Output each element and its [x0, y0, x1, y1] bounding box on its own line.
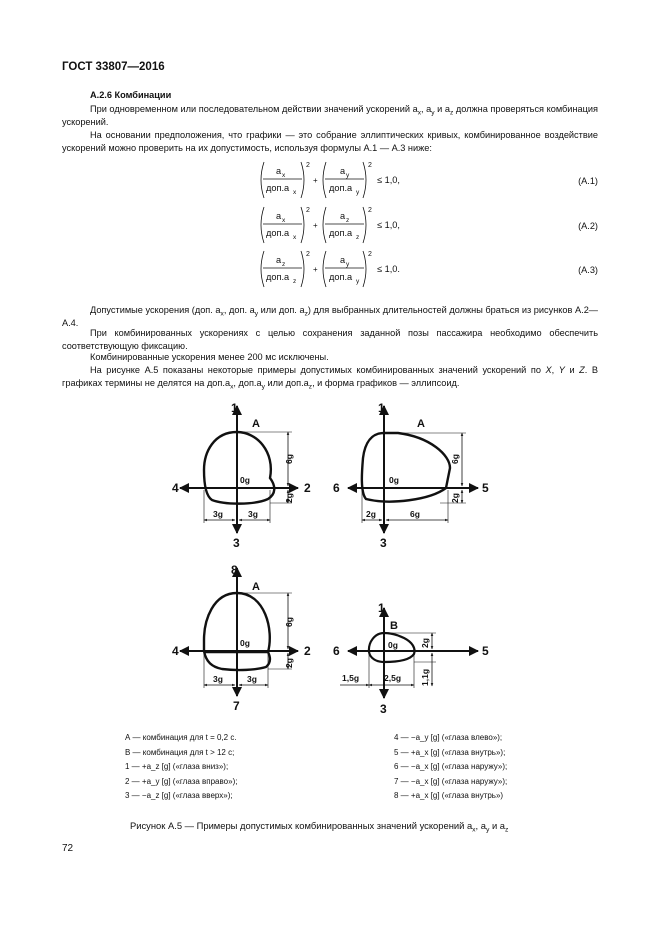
diagram-3-corner-label: A [252, 581, 260, 593]
legend-item: 7 — −a_x [g] («глаза наружу»); [394, 776, 508, 786]
formula-a2-label: (А.2) [578, 221, 598, 231]
diagram-1-axis-left-label: 4 [172, 481, 179, 495]
paragraph-elliptic-assumption: На основании предположения, что графики — это собрание эллиптических кривых, комбинированное воздействие ускорений можно проверить на их допустимость, используя формулы А.1 — А.3 ниже: [62, 130, 598, 153]
diagram-4-down-dimension: 1,1g [420, 668, 430, 686]
figure-caption: Рисунок А.5 — Примеры допустимых комбинированных значений ускорений $a_x$, $a_y$ и $a_z$ [130, 820, 509, 834]
svg-text:≤ 1,0,: ≤ 1,0, [377, 220, 400, 230]
svg-text:y: y [356, 189, 360, 196]
svg-text:доп.a: доп.a [266, 183, 290, 193]
svg-text:y: y [346, 172, 350, 179]
svg-text:a: a [340, 255, 346, 265]
diagram-3-center-label: 0g [240, 638, 250, 648]
svg-text:доп.a: доп.a [266, 228, 290, 238]
svg-text:2: 2 [368, 251, 372, 258]
legend-item: А — комбинация для t = 0,2 с. [125, 733, 237, 742]
figure-legend-left [125, 731, 237, 804]
paragraph-combination-intro: При одновременном или последовательном действии значений ускорений $a_x$, $a_y$ и $a_z$ должна проверяться комбинация ускорений. [62, 104, 598, 127]
formula-a3-label: (А.3) [578, 265, 598, 275]
svg-text:доп.a: доп.a [266, 272, 290, 282]
diagram-2-corner-label: A [417, 418, 425, 430]
svg-text:2: 2 [368, 207, 372, 214]
diagram-4-axis-left-label: 6 [333, 644, 340, 658]
svg-text:z: z [346, 217, 350, 224]
diagram-2-right-dimension: 6g [410, 509, 420, 519]
svg-text:доп.a: доп.a [329, 228, 353, 238]
svg-text:y: y [346, 261, 350, 268]
diagram-1-right-dimension: 3g [248, 509, 258, 519]
paragraph-permissible-accelerations: Допустимые ускорения (доп. $a_x$, доп. $a_y$ или доп. $a_z$) для выбранных длительностей должны браться из рисунков А.2—А.4. [62, 305, 598, 328]
paragraph-excluded: Комбинированные ускорения менее 200 мс исключены. [90, 352, 329, 362]
svg-text:x: x [293, 234, 297, 241]
diagram-3-axis-bottom-label: 7 [233, 699, 240, 713]
diagram-2-axis-bottom-label: 3 [380, 536, 387, 550]
svg-text:2: 2 [306, 162, 310, 169]
formula-a2 [0, 203, 661, 247]
diagram-2-envelope [362, 433, 450, 502]
svg-text:x: x [293, 189, 297, 196]
diagram-3-right-dimension: 3g [247, 674, 257, 684]
svg-text:2: 2 [306, 207, 310, 214]
diagram-3 [172, 563, 311, 713]
diagram-4-axis-right-label: 5 [482, 644, 489, 658]
diagram-4 [333, 601, 489, 716]
legend-item: 3 — −a_z [g] («глаза вверх»); [125, 791, 233, 801]
legend-item: 1 — +a_z [g] («глаза вниз»); [125, 762, 229, 772]
diagram-2-axis-top-label: 1 [378, 401, 385, 415]
diagram-1-axis-right-label: 2 [304, 481, 311, 495]
diagram-2-axis-left-label: 6 [333, 481, 340, 495]
section-title: А.2.6 Комбинации [90, 90, 172, 100]
formula-a1-label: (А.1) [578, 176, 598, 186]
legend-item: 5 — +a_x [g] («глаза внутрь»); [394, 747, 506, 757]
legend-item: 6 — −a_x [g] («глаза наружу»); [394, 762, 508, 772]
figure-legend-right [394, 731, 507, 804]
diagram-4-axis-bottom-label: 3 [380, 702, 387, 716]
svg-text:2: 2 [306, 251, 310, 258]
diagram-4-center-label: 0g [388, 640, 398, 650]
diagram-3-down-dimension: 2g [284, 658, 294, 668]
svg-text:x: x [282, 172, 286, 179]
diagram-3-up-dimension: 6g [284, 617, 294, 627]
diagram-2-down-dimension: 2g [450, 493, 460, 503]
diagram-2-axis-right-label: 5 [482, 481, 489, 495]
legend-item: 2 — +a_y [g] («глаза вправо»); [125, 776, 238, 786]
diagram-1 [172, 401, 311, 550]
svg-text:z: z [293, 278, 297, 285]
diagram-3-axis-left-label: 4 [172, 644, 179, 658]
svg-text:a: a [276, 255, 282, 265]
figure-a5-diagrams [0, 390, 661, 720]
svg-text:a: a [340, 211, 346, 221]
diagram-3-axis-top-label: 8 [231, 563, 238, 577]
page-number: 72 [62, 843, 74, 854]
diagram-1-left-dimension: 3g [213, 509, 223, 519]
svg-text:+: + [313, 176, 318, 185]
diagram-1-axis-top-label: 1 [231, 401, 238, 415]
legend-item: 8 — +a_x [g] («глаза внутрь») [394, 791, 504, 801]
diagram-2 [333, 401, 489, 550]
svg-text:x: x [282, 217, 286, 224]
diagram-2-up-dimension: 6g [450, 454, 460, 464]
svg-text:z: z [282, 261, 286, 268]
diagram-4-up-dimension: 2g [420, 638, 430, 648]
svg-text:y: y [356, 278, 360, 285]
svg-text:доп.a: доп.a [329, 272, 353, 282]
diagram-3-left-dimension: 3g [213, 674, 223, 684]
svg-text:≤ 1,0.: ≤ 1,0. [377, 264, 400, 274]
diagram-1-down-dimension: 2g [284, 493, 294, 503]
svg-text:a: a [276, 166, 282, 176]
svg-text:+: + [313, 265, 318, 274]
document-header: ГОСТ 33807—2016 [62, 61, 165, 73]
diagram-3-axis-right-label: 2 [304, 644, 311, 658]
diagram-1-envelope [204, 432, 274, 504]
diagram-1-up-dimension: 6g [284, 454, 294, 464]
diagram-4-axis-top-label: 1 [378, 601, 385, 615]
diagram-1-axis-bottom-label: 3 [233, 536, 240, 550]
diagram-2-center-label: 0g [389, 475, 399, 485]
diagram-4-right-dimension: 2,5g [384, 673, 402, 683]
svg-text:a: a [340, 166, 346, 176]
svg-text:≤ 1,0,: ≤ 1,0, [377, 175, 400, 185]
formula-a3 [0, 247, 661, 291]
formula-a1 [0, 158, 661, 202]
diagram-1-center-label: 0g [240, 475, 250, 485]
svg-text:доп.a: доп.a [329, 183, 353, 193]
svg-text:2: 2 [368, 162, 372, 169]
svg-text:z: z [356, 234, 360, 241]
svg-text:+: + [313, 221, 318, 230]
diagram-4-corner-label: B [390, 620, 398, 632]
svg-text:a: a [276, 211, 282, 221]
diagram-2-left-dimension: 2g [366, 509, 376, 519]
paragraph-figure-reference: На рисунке А.5 показаны некоторые примеры допустимых комбинированных значений ускорений по X, Y и Z. В графиках термины не делятся на $доп.a_x$, $доп.a_y$ или $доп.a_z$, и форма графиков — эллипсоид. [62, 365, 598, 390]
diagram-4-left-dimension: 1,5g [342, 673, 360, 683]
legend-item: 4 — −a_y [g] («глаза влево»); [394, 733, 503, 742]
diagram-1-corner-label: A [252, 418, 260, 430]
legend-item: В — комбинация для t > 12 с; [125, 747, 235, 757]
paragraph-fixation: При комбинированных ускорениях с целью сохранения заданной позы пассажира необходимо обеспечить соответствующую фиксацию. [62, 328, 598, 351]
